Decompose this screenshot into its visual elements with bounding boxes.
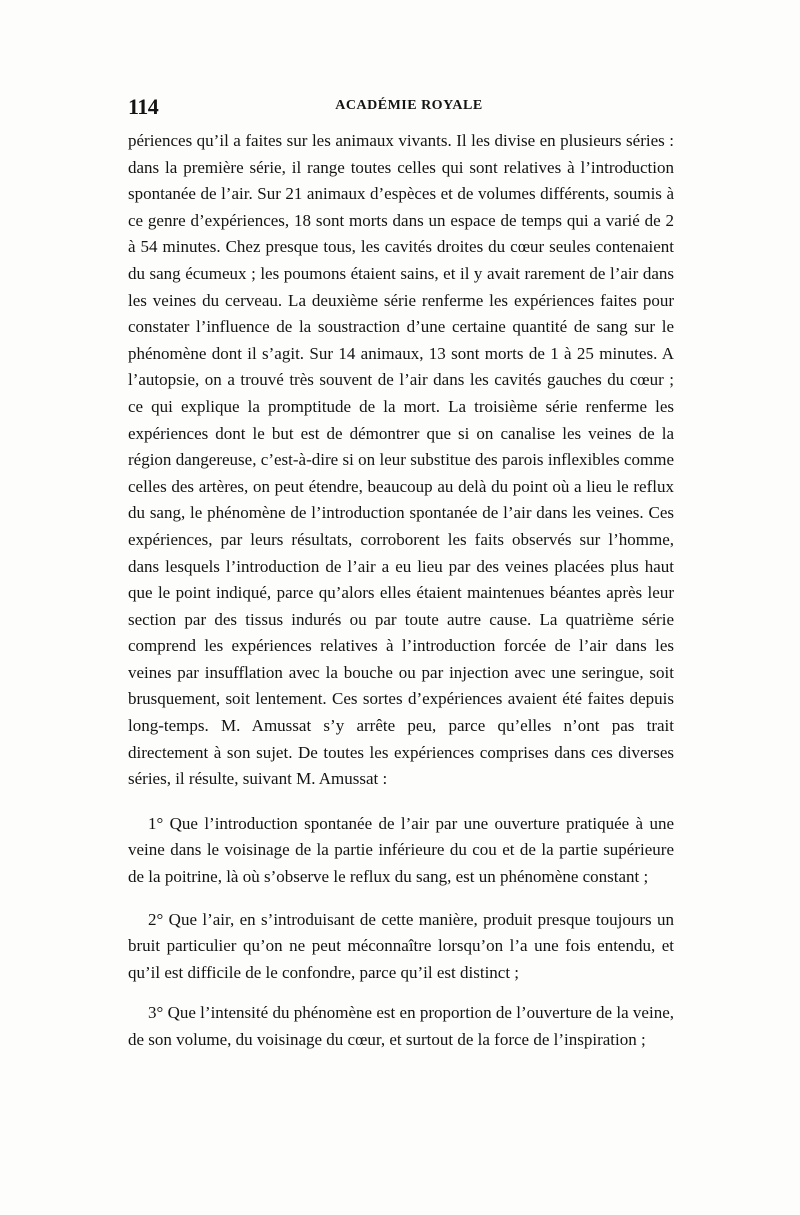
running-head <box>128 94 690 124</box>
conclusion-item-2: 2° Que l’air, en s’introduisant de cette manière, produit presque toujours un bruit particulier qu’on ne peut méconnaître lorsqu’on l’a une fois entendu, et qu’il est difficile de le confondre, parce qu’il est distinct ; <box>128 909 674 982</box>
body-text <box>128 128 674 1054</box>
page-number: 114 <box>128 94 159 119</box>
conclusion-item-3: 3° Que l’intensité du phénomène est en proportion de l’ouverture de la veine, de son volume, du voisinage du cœur, et surtout de la force de l’inspiration ; <box>128 1003 674 1049</box>
summary-paragraph: périences qu’il a faites sur les animaux vivants. Il les divise en plusieurs séries : dans la première série, il range toutes celles qui sont relatives à l’introduction spontanée de l’air. Sur 21 animaux d’espèces et de volumes différents, soumis à ce genre d’expériences, 18 sont morts dans un espace de temps qui a varié de 2 à 54 minutes. Chez presque tous, les cavités droites du cœur seules contenaient du sang écumeux ; les poumons étaient sains, et il y avait rarement de l’air dans les veines du cerveau. La deuxième série renferme les expériences faites pour constater l’influence de la soustraction d’une certaine quantité de sang sur le phénomène dont il s’agit. Sur 14 animaux, 13 sont morts de 1 à 25 minutes. A l’autopsie, on a trouvé très souvent de l’air dans les cavités gauches du cœur ; ce qui explique la promptitude de la mort. La troisième série renferme les expériences dont le but est de démontrer que si on canalise les veines de la région dangereuse, c’est-à-dire si on leur substitue des parois inflexibles comme celles des artères, on peut étendre, beaucoup au delà du point où a lieu le reflux du sang, le phénomène de l’introduction spontanée de l’air dans les veines. Ces expériences, par leurs résultats, corroborent les faits observés sur l’homme, dans lesquels l’introduction de l’air a eu lieu par des veines placées plus haut que le point indiqué, parce qu’alors elles étaient maintenues béantes après leur section par des tissus indurés ou par toute autre cause. La quatrième série comprend les expériences relatives à l’introduction forcée de l’air dans les veines par insufflation avec la bouche ou par injection avec une seringue, soit brusquement, soit lentement. Ces sortes d’expériences avaient été faites depuis long-temps. M. Amussat s’y arrête peu, parce qu’elles n’ont pas trait directement à son sujet. De toutes les expériences comprises dans ces diverses séries, il résulte, suivant M. Amussat : <box>128 131 674 789</box>
running-title: ACADÉMIE ROYALE <box>335 98 483 113</box>
conclusion-item-1: 1° Que l’introduction spontanée de l’air par une ouverture pratiquée à une veine dans le voisinage de la partie inférieure du cou et de la partie supérieure de la poitrine, là où s’observe le reflux du sang, est un phénomène constant ; <box>128 813 674 887</box>
